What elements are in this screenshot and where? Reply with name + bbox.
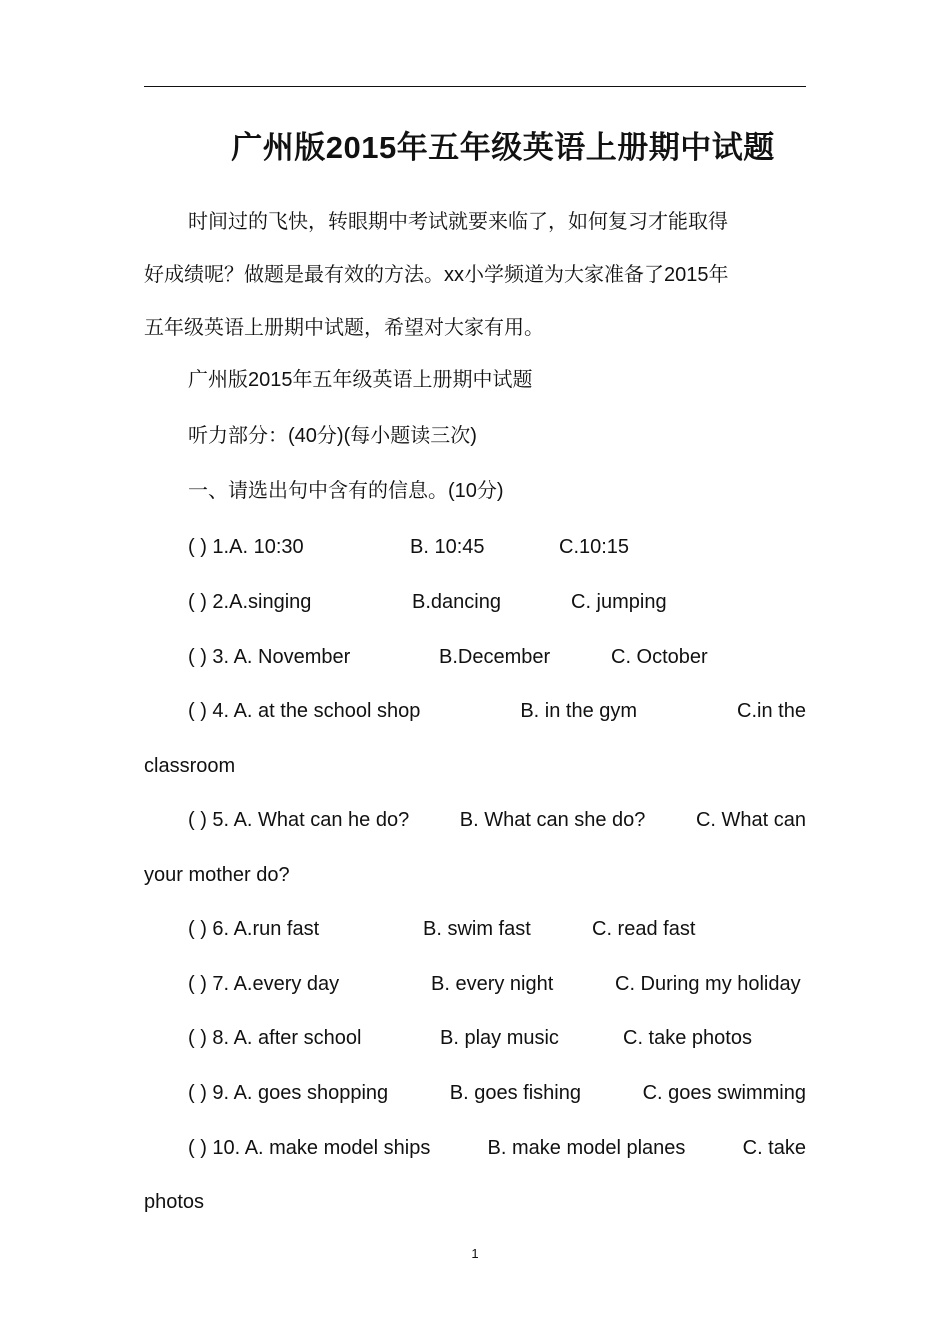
subtitle: 广州版2015年五年级英语上册期中试题 [188, 369, 533, 391]
question-1-option-a: ( ) 1.A. 10:30 [188, 536, 304, 558]
question-8-option-a: ( ) 8. A. after school [188, 1027, 362, 1049]
question-9-row [188, 1079, 806, 1107]
question-4-option-a: ( ) 4. A. at the school shop [188, 700, 421, 722]
intro-line-2: 好成绩呢？做题是最有效的方法。xx小学频道为大家准备了2015年 [144, 264, 729, 286]
intro-line-3: 五年级英语上册期中试题，希望对大家有用。 [144, 317, 544, 339]
question-4-option-b: B. in the gym [520, 700, 638, 722]
question-5-option-b: B. What can she do? [459, 809, 646, 831]
question-4-option-c: C.in the [737, 700, 806, 722]
question-2-option-c: C. jumping [571, 591, 667, 613]
document-title: 广州版2015年五年级英语上册期中试题 [231, 130, 775, 165]
question-9-option-c: C. goes swimming [642, 1082, 806, 1104]
question-7-option-a: ( ) 7. A.every day [188, 973, 340, 995]
section-heading: 一、请选出句中含有的信息。(10分) [188, 480, 504, 502]
question-5-option-a: ( ) 5. A. What can he do? [188, 809, 410, 831]
question-5-option-c: C. What can [695, 809, 806, 831]
header-rule [144, 86, 806, 87]
question-7-option-b: B. every night [431, 973, 554, 995]
question-1-option-c: C.10:15 [559, 536, 630, 558]
question-8-option-c: C. take photos [623, 1027, 752, 1049]
question-3-option-a: ( ) 3. A. November [188, 646, 351, 668]
question-9-option-a: ( ) 9. A. goes shopping [188, 1082, 389, 1104]
question-8-option-b: B. play music [440, 1027, 559, 1049]
page-number: 1 [471, 1246, 479, 1261]
question-9-option-b: B. goes fishing [449, 1082, 581, 1104]
question-2-option-b: B.dancing [412, 591, 501, 613]
question-2-option-a: ( ) 2.A.singing [188, 591, 312, 613]
question-6-option-b: B. swim fast [423, 918, 531, 940]
question-3-option-b: B.December [439, 646, 551, 668]
listening-heading: 听力部分：(40分)(每小题读三次) [188, 425, 477, 447]
question-4-row [188, 697, 806, 725]
question-10-option-b: B. make model planes [487, 1137, 686, 1159]
question-6-option-a: ( ) 6. A.run fast [188, 918, 320, 940]
question-6-option-c: C. read fast [592, 918, 696, 940]
question-4-continuation: classroom [144, 755, 236, 777]
question-3-option-c: C. October [611, 646, 708, 668]
question-7-option-c: C. During my holiday [615, 973, 801, 995]
question-5-continuation: your mother do? [144, 864, 290, 886]
question-5-row [188, 806, 806, 834]
intro-line-1: 时间过的飞快，转眼期中考试就要来临了，如何复习才能取得 [188, 211, 728, 233]
question-10-continuation: photos [144, 1191, 205, 1213]
question-1-option-b: B. 10:45 [410, 536, 485, 558]
question-10-row [188, 1134, 806, 1162]
question-10-option-a: ( ) 10. A. make model ships [188, 1137, 431, 1159]
question-10-option-c: C. take [742, 1137, 806, 1159]
